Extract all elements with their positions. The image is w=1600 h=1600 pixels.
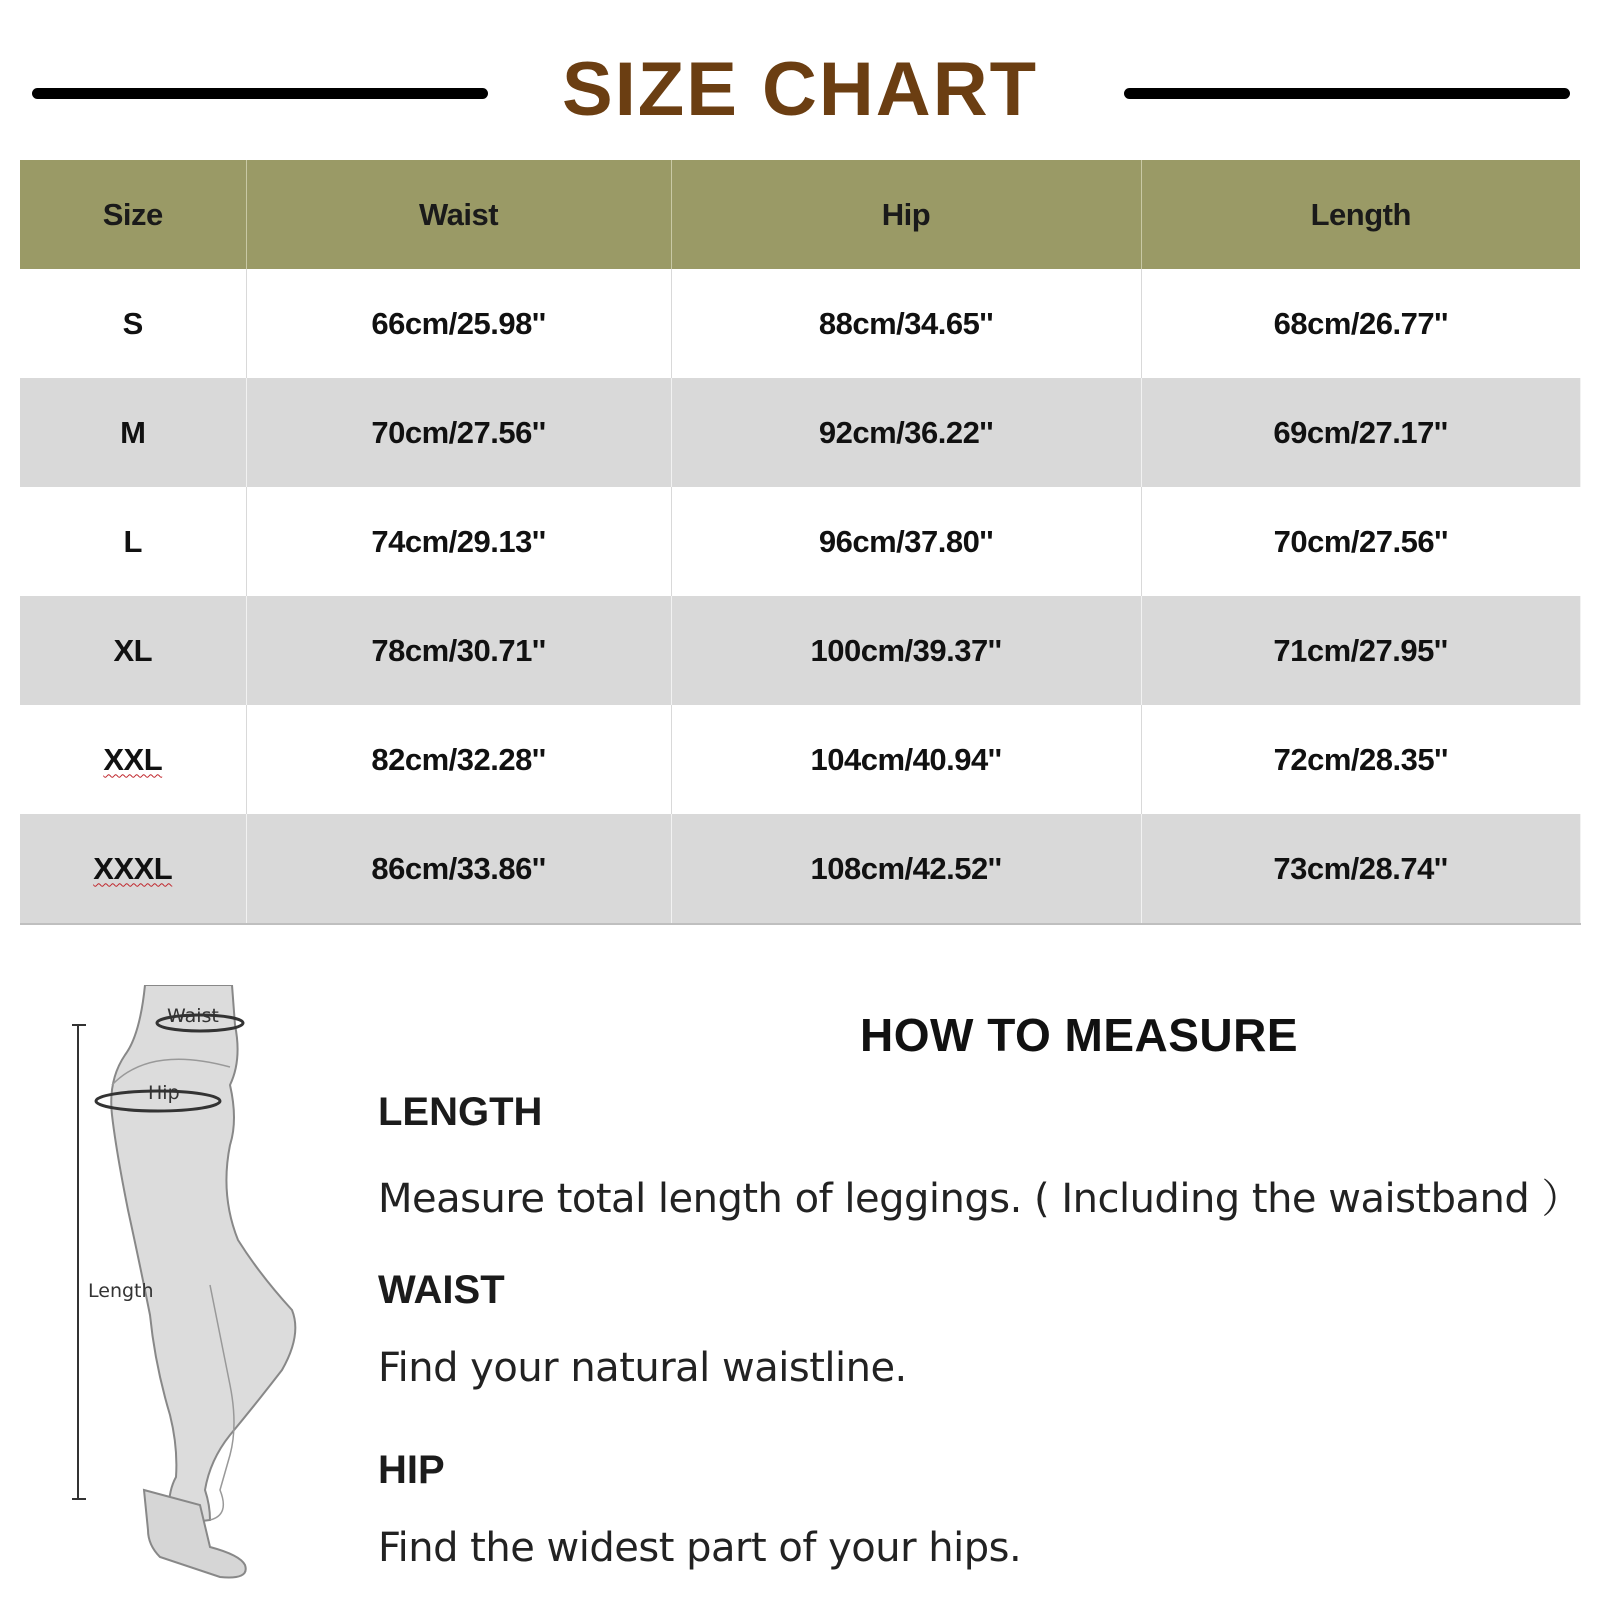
size-cell: L xyxy=(20,487,246,596)
size-cell: S xyxy=(20,269,246,378)
size-table-container xyxy=(20,160,1580,925)
hip-cell: 92cm/36.22'' xyxy=(671,378,1141,487)
title-rule-right xyxy=(1124,88,1570,99)
size-cell: XL xyxy=(20,596,246,705)
waist-cell: 70cm/27.56'' xyxy=(246,378,671,487)
length-cell: 72cm/28.35'' xyxy=(1273,741,1448,777)
waist-cell: 66cm/25.98'' xyxy=(246,269,671,378)
section-text-length: Measure total length of leggings. ( Including the waistband ） xyxy=(378,1176,1581,1222)
section-heading-hip: HIP xyxy=(378,1448,445,1492)
table-header-row xyxy=(20,160,1580,269)
waist-cell: 74cm/29.13'' xyxy=(246,487,671,596)
figure-label-waist: Waist xyxy=(167,1005,219,1027)
measurement-figure xyxy=(60,985,320,1590)
hip-cell: 108cm/42.52'' xyxy=(671,814,1141,924)
section-heading-length: LENGTH xyxy=(378,1090,543,1134)
table-row xyxy=(20,378,1580,487)
waist-cell: 78cm/30.71'' xyxy=(246,596,671,705)
length-cell: 73cm/28.74'' xyxy=(1141,814,1580,924)
table-row xyxy=(20,487,1580,596)
size-table xyxy=(20,160,1581,925)
hip-cell: 96cm/37.80'' xyxy=(671,487,1141,596)
table-row xyxy=(20,814,1580,924)
size-label: XXXL xyxy=(93,850,173,886)
waist-cell: 86cm/33.86'' xyxy=(246,814,671,924)
figure-label-length: Length xyxy=(88,1280,154,1302)
length-cell: 69cm/27.17'' xyxy=(1141,378,1580,487)
size-cell xyxy=(20,705,246,814)
column-header-hip: Hip xyxy=(671,160,1141,269)
section-heading-waist: WAIST xyxy=(378,1268,505,1312)
hip-cell: 88cm/34.65'' xyxy=(671,269,1141,378)
figure-label-hip: Hip xyxy=(148,1082,180,1104)
hip-cell: 100cm/39.37'' xyxy=(671,596,1141,705)
waist-cell: 82cm/32.28'' xyxy=(246,705,671,814)
column-header-waist: Waist xyxy=(246,160,671,269)
table-row xyxy=(20,705,1580,814)
size-cell: M xyxy=(20,378,246,487)
section-text-hip: Find the widest part of your hips. xyxy=(378,1525,1022,1571)
column-header-length: Length xyxy=(1310,196,1411,232)
hip-cell: 104cm/40.94'' xyxy=(671,705,1141,814)
section-text-waist: Find your natural waistline. xyxy=(378,1345,907,1391)
length-cell: 68cm/26.77'' xyxy=(1273,305,1448,341)
table-row xyxy=(20,269,1580,378)
page-title: SIZE CHART xyxy=(562,47,1038,132)
column-header-size: Size xyxy=(20,160,246,269)
length-cell: 70cm/27.56'' xyxy=(1273,523,1448,559)
table-row xyxy=(20,596,1580,705)
size-cell xyxy=(20,814,246,924)
how-to-measure-title: HOW TO MEASURE xyxy=(860,1009,1299,1061)
size-label: XXL xyxy=(103,741,163,777)
length-cell: 71cm/27.95'' xyxy=(1141,596,1580,705)
